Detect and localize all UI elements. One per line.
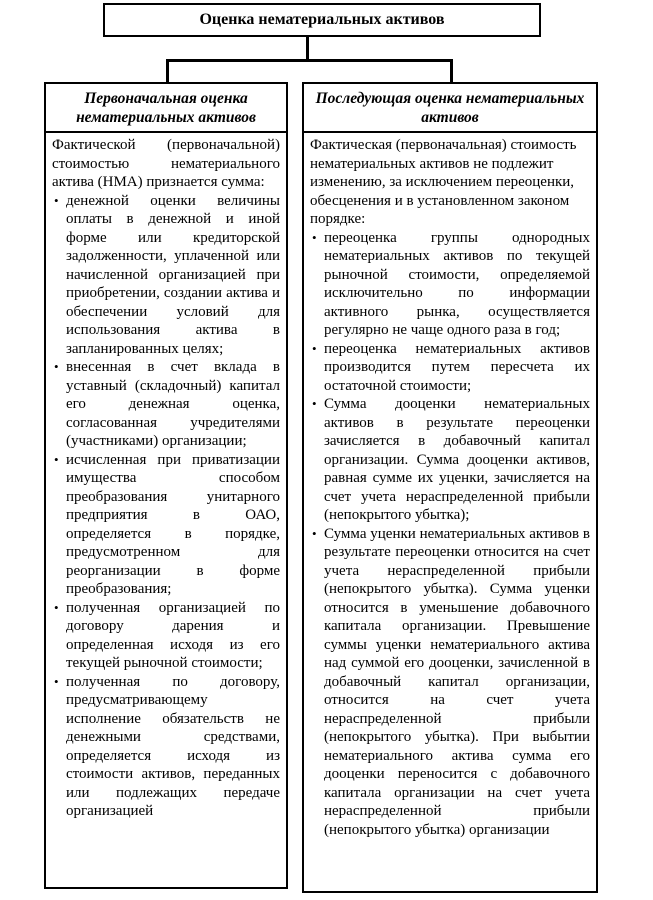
list-item — [310, 395, 590, 525]
list-item — [310, 229, 590, 340]
list-item-text: внесенная в счет вклада в уставный (складочный) капитал его денежная оценка, согласованная учредителями (участниками) организации; — [66, 359, 280, 449]
column-header-label: Последующая оценка нематериальных активов — [315, 89, 585, 126]
list-item-text: Сумма дооценки нематериальных активов в результате переоценки зачисляется в добавочный капитал организации. Сумма дооценки активов, равная сумме их уценки, зачисляется на счет учета нераспределенной прибыли (непокрытого убытка); — [324, 396, 590, 523]
column-header — [46, 84, 286, 133]
intro-text: Фактической (первоначальной) стоимостью нематериального актива (НМА) признается сумма: — [52, 137, 280, 190]
diagram-title-box — [103, 3, 541, 37]
list-item-text: полученная организацией по договору дарения и определенная исходя из его текущей рыночной стоимости; — [66, 599, 280, 671]
connector-branch — [166, 59, 453, 62]
column-initial-valuation — [44, 82, 288, 889]
bullet-icon: • — [54, 599, 59, 615]
bullet-icon: • — [312, 396, 317, 411]
list-item — [52, 358, 280, 451]
list-item-text: денежной оценки величины оплаты в денежной и иной форме или кредиторской задолженности, уплаченной или начисленной организацией при приобретении, создании актива и обеспечении условий для использования актива в запланированных целях; — [66, 192, 280, 357]
list-item-text: полученная по договору, предусматривающему исполнение обязательств не денежными средствами, определяется исходя из стоимости активов, переданных или подлежащих передаче организацией — [66, 673, 280, 819]
column-subsequent-valuation — [302, 82, 598, 893]
list-item — [310, 525, 590, 840]
bullet-icon: • — [54, 451, 59, 467]
connector-drop-right — [450, 59, 453, 83]
bullet-icon: • — [54, 359, 59, 374]
list-item-text: переоценка нематериальных активов производится путем пересчета их остаточной стоимости; — [324, 340, 590, 394]
bullet-list — [52, 192, 280, 821]
column-body — [46, 133, 286, 887]
list-item — [310, 340, 590, 396]
list-item — [52, 192, 280, 359]
bullet-icon: • — [54, 673, 59, 689]
list-item-text: Сумма уценки нематериальных активов в результате переоценки относится на счет учета нераспределенной прибыли (непокрытого убытка). Сумма уценки относится в уменьшение добавочного капитала организации. Превышение суммы уценки нематериального актива над суммой его дооценки, зачисленной в добавочный капитал организации, относится на счет учета нераспределенной прибыли (непокрытого убытка). При выбытии нематериального актива сумма его дооценки переносится с добавочного капитала организации на счет учета нераспределенной прибыли (непокрытого убытка) организации — [324, 525, 590, 838]
bullet-icon: • — [312, 525, 317, 541]
connector-drop-left — [166, 59, 169, 83]
list-item-text: исчисленная при приватизации имущества способом преобразования унитарного предприятия в ОАО, определяется в порядке, предусмотренном для реорганизации в форме преобразования; — [66, 451, 280, 597]
diagram-title: Оценка нематериальных активов — [199, 11, 445, 28]
column-header-label: Первоначальная оценка нематериальных активов — [76, 89, 256, 126]
bullet-icon: • — [312, 229, 317, 245]
list-item — [52, 673, 280, 821]
list-item — [52, 451, 280, 599]
bullet-list — [310, 229, 590, 840]
bullet-icon: • — [312, 340, 317, 356]
list-item-text: переоценка группы однородных нематериальных активов по текущей рыночной стоимости, определяемой исключительно по информации активного рынка, осуществляется регулярно не чаще одного раза в год; — [324, 229, 590, 338]
bullet-icon: • — [54, 192, 59, 208]
connector-stem — [306, 36, 309, 61]
column-body — [304, 133, 596, 891]
column-header — [304, 84, 596, 133]
list-item — [52, 599, 280, 673]
intro-text: Фактическая (первоначальная) стоимость нематериальных активов не подлежит изменению, за исключением переоценки, обесценения и в установленном законом порядке: — [310, 137, 577, 227]
